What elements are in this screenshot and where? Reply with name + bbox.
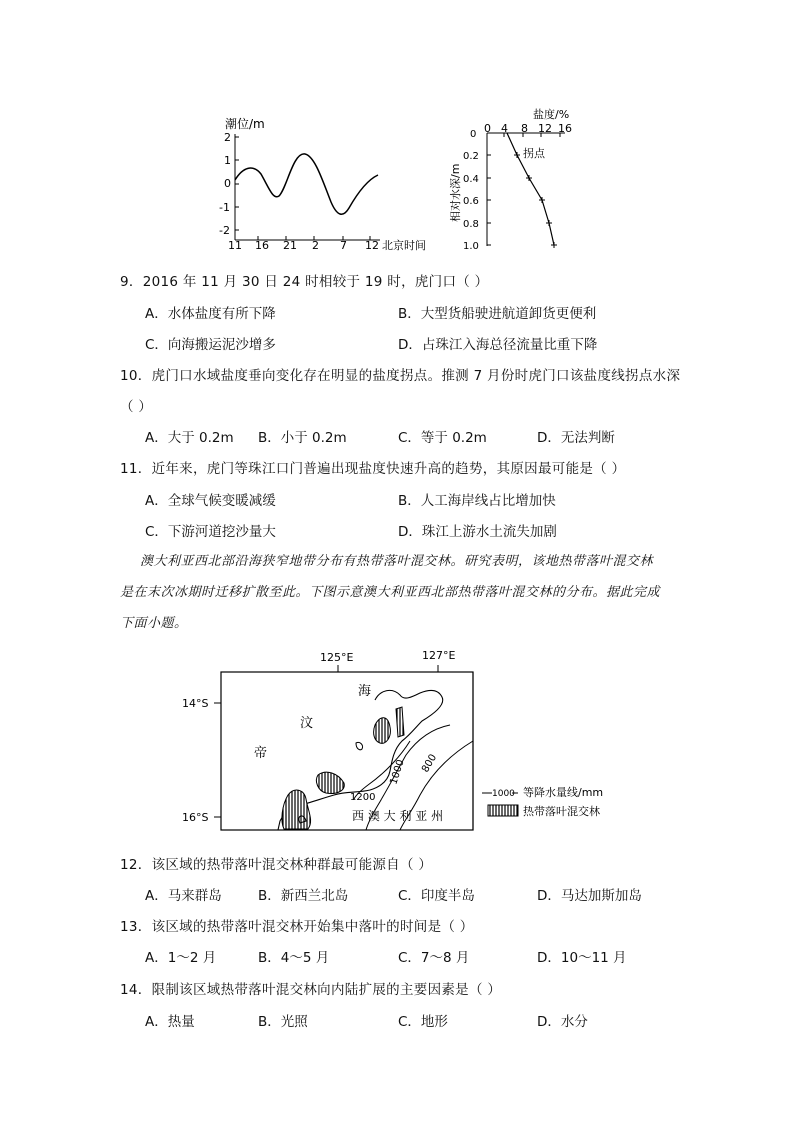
question-12-stem: 12．该区域的热带落叶混交林种群最可能源自（ ）	[120, 857, 433, 873]
tide-chart	[215, 112, 445, 252]
q13-option-c: C．7～8 月	[398, 950, 470, 966]
salinity-ytick-labels	[463, 129, 479, 252]
legend-sample-value: 1000	[492, 789, 515, 799]
lon-label-127: 127°E	[422, 649, 456, 662]
sea-label-char: 帝	[254, 746, 268, 761]
q9-option-a: A．水体盐度有所下降	[145, 306, 276, 322]
salinity-chart	[445, 104, 585, 254]
ytick-label: 0	[470, 129, 477, 140]
ytick-label: 0.2	[463, 151, 479, 162]
question-11-stem: 11．近年来，虎门等珠江口门普遍出现盐度快速升高的趋势，其原因最可能是（ ）	[120, 461, 626, 477]
passage-line-3: 下面小题。	[120, 616, 188, 631]
tide-ticks	[235, 137, 370, 240]
land-label: 西 澳 大 利 亚 州	[352, 809, 444, 823]
question-9-stem: 9．2016 年 11 月 30 日 24 时相较于 19 时，虎门口（ ）	[120, 274, 489, 290]
xtick-label: 12	[365, 239, 379, 252]
q9-option-c: C．向海搬运泥沙增多	[145, 337, 276, 353]
question-14-stem: 14．限制该区域热带落叶混交林向内陆扩展的主要因素是（ ）	[120, 982, 502, 998]
legend-forest-text: 热带落叶混交林	[523, 805, 600, 818]
xtick-label: 16	[558, 122, 572, 135]
q12-option-d: D．马达加斯加岛	[537, 888, 642, 904]
q11-option-d: D．珠江上游水土流失加剧	[398, 524, 557, 540]
salinity-annotation: 拐点	[523, 147, 545, 160]
xtick-label: 0	[484, 122, 491, 135]
tide-xtick-labels	[228, 239, 379, 252]
q10-option-b: B．小于 0.2m	[258, 430, 347, 446]
legend-hatch-sample	[488, 805, 518, 816]
q10-option-d: D．无法判断	[537, 430, 615, 446]
sea-label-char: 汶	[300, 716, 314, 731]
salinity-title: 盐度/%	[533, 108, 570, 121]
isoline-label: 1200	[350, 792, 376, 803]
xtick-label: 12	[538, 122, 552, 135]
forest-map	[180, 645, 650, 835]
xtick-label: 7	[340, 239, 347, 252]
q14-option-c: C．地形	[398, 1014, 448, 1030]
sea-label-char: 海	[358, 684, 372, 699]
forest-patch	[396, 707, 404, 737]
question-10-stem-cont: （ ）	[120, 399, 153, 415]
q9-option-d: D．占珠江入海总径流量比重下降	[398, 337, 598, 353]
ytick-label: -1	[219, 201, 230, 214]
xtick-label: 16	[255, 239, 269, 252]
lat-label-16: 16°S	[182, 811, 209, 824]
q9-option-b: B．大型货船驶进航道卸货更便利	[398, 306, 597, 322]
tide-curve	[235, 154, 378, 214]
ytick-label: 0.6	[463, 196, 479, 207]
ytick-label: 0.4	[463, 174, 479, 185]
tide-ylabel: 潮位/m	[225, 117, 265, 131]
lat-label-14: 14°S	[182, 697, 209, 710]
xtick-label: 11	[228, 239, 242, 252]
passage-line-2: 是在末次冰期时迁移扩散至此。下图示意澳大利亚西北部热带落叶混交林的分布。据此完成	[120, 585, 661, 600]
q13-option-a: A．1～2 月	[145, 950, 217, 966]
question-13-stem: 13．该区域的热带落叶混交林开始集中落叶的时间是（ ）	[120, 919, 474, 935]
q12-option-c: C．印度半岛	[398, 888, 475, 904]
tide-xlabel: 北京时间	[382, 239, 426, 252]
isoline-label: 800	[420, 752, 440, 775]
ytick-label: 1	[224, 154, 231, 167]
ytick-label: 2	[224, 131, 231, 144]
xtick-label: 2	[312, 239, 319, 252]
xtick-label: 4	[501, 122, 508, 135]
q11-option-b: B．人工海岸线占比增加快	[398, 493, 556, 509]
ytick-label: 0.8	[463, 219, 479, 230]
q11-option-a: A．全球气候变暖减缓	[145, 493, 276, 509]
ytick-label: 0	[224, 177, 231, 190]
q10-option-c: C．等于 0.2m	[398, 430, 487, 446]
salinity-ylabel: 相对水深/m	[449, 163, 462, 222]
ytick-label: -2	[219, 224, 230, 237]
q14-option-b: B．光照	[258, 1014, 308, 1030]
q10-option-a: A．大于 0.2m	[145, 430, 234, 446]
question-10-stem: 10．虎门口水域盐度垂向变化存在明显的盐度拐点。推测 7 月份时虎门口该盐度线拐点水深	[120, 368, 681, 384]
passage-line-1: 澳大利亚西北部沿海狭窄地带分布有热带落叶混交林。研究表明，该地热带落叶混交林	[140, 554, 654, 569]
q14-option-a: A．热量	[145, 1014, 195, 1030]
isoline-label: 1000	[388, 758, 407, 786]
tide-ytick-labels	[219, 131, 231, 237]
xtick-label: 21	[283, 239, 297, 252]
q12-option-b: B．新西兰北岛	[258, 888, 349, 904]
q13-option-d: D．10～11 月	[537, 950, 627, 966]
ytick-label: 1.0	[463, 241, 479, 252]
xtick-label: 8	[521, 122, 528, 135]
q13-option-b: B．4～5 月	[258, 950, 330, 966]
lon-label-125: 125°E	[320, 651, 354, 664]
salinity-point-marks	[514, 152, 557, 248]
q14-option-d: D．水分	[537, 1014, 588, 1030]
q11-option-c: C．下游河道挖沙量大	[145, 524, 276, 540]
q12-option-a: A．马来群岛	[145, 888, 222, 904]
legend-isoline-text: 等降水量线/mm	[523, 786, 604, 799]
